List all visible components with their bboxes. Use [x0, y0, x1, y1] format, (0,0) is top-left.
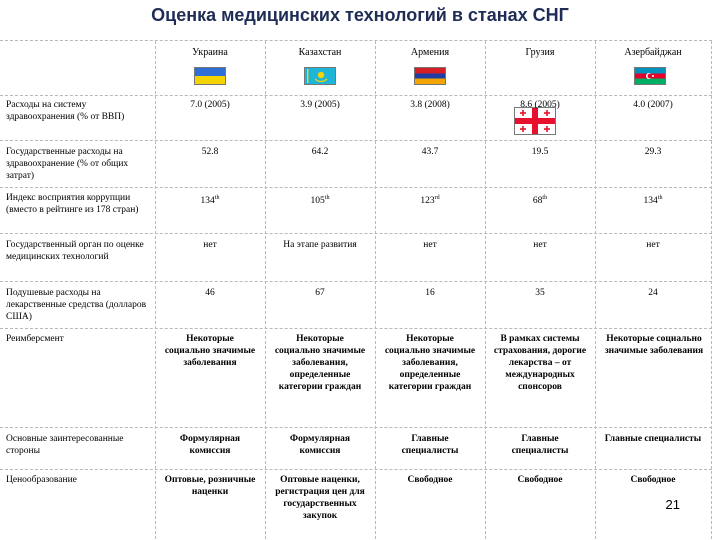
table-cell: Оптовые, розничные наценки [164, 475, 256, 497]
row-label: Ценообразование [6, 475, 77, 485]
grid-line [0, 469, 712, 470]
grid-line [595, 41, 596, 539]
table-cell: Свободное [630, 475, 676, 485]
table-cell: 68th [532, 195, 548, 207]
armenia-flag-icon [414, 67, 446, 85]
row-label: Подушевые расходы на лекарственные средства (долларов США) [6, 288, 147, 322]
table-cell: нет [533, 240, 547, 250]
azerbaijan-flag-icon [634, 67, 666, 85]
table-cell: 134th [643, 195, 663, 207]
table-cell: 67 [315, 288, 325, 298]
table-cell: Некоторые социально значимые заболевания [164, 334, 256, 368]
table-cell: нет [423, 240, 437, 250]
table-cell: 46 [205, 288, 215, 298]
table-cell: 105th [310, 195, 330, 207]
grid-line [0, 95, 712, 96]
table-cell: Некоторые социально значимые заболевания, определенные категории граждан [274, 334, 366, 392]
table-cell: 123rd [420, 195, 440, 207]
table-cell: 3.9 (2005) [300, 100, 340, 110]
table-cell: 134th [200, 195, 220, 207]
header-kazakhstan: Казахстан [298, 47, 342, 58]
row-label: Индекс восприятия коррупции (вместо в рейтинге из 178 стран) [6, 193, 139, 215]
row-label: Расходы на систему здравоохранения (% от ВВП) [6, 100, 125, 122]
kazakhstan-flag-icon [304, 67, 336, 85]
table-cell: нет [203, 240, 217, 250]
table-cell: 19.5 [531, 147, 549, 157]
header-ukraine: Украина [192, 47, 228, 58]
table-cell: 16 [425, 288, 435, 298]
header-georgia: Грузия [525, 47, 555, 58]
table-cell: 29.3 [644, 147, 662, 157]
row-label: Государственный орган по оценке медицинских технологий [6, 240, 144, 262]
table-cell: Свободное [407, 475, 453, 485]
table-cell: Некоторые социально значимые заболевания [604, 334, 704, 356]
table-cell: 64.2 [311, 147, 329, 157]
table-cell: 52.8 [201, 147, 219, 157]
grid-line [0, 427, 712, 428]
table-cell: Свободное [517, 475, 563, 485]
grid-line [0, 281, 712, 282]
page-title: Оценка медицинских технологий в станах СНГ [151, 5, 569, 25]
row-label: Основные заинтересованные стороны [6, 434, 124, 456]
table-cell: Главные специалисты [511, 434, 569, 456]
header-armenia: Армения [410, 47, 450, 58]
grid-line [0, 328, 712, 329]
table-cell: 35 [535, 288, 545, 298]
table-cell: 43.7 [421, 147, 439, 157]
grid-line [711, 41, 712, 539]
table-cell: 8.6 (2005) [520, 100, 560, 110]
ukraine-flag-icon [194, 67, 226, 85]
table-cell: Главные специалисты [401, 434, 459, 456]
table-cell: Формулярная комиссия [179, 434, 241, 456]
grid-line [0, 140, 712, 141]
row-label: Реимберсмент [6, 334, 64, 344]
table-cell: Оптовые наценки, регистрация цен для государственных закупок [275, 475, 365, 521]
table-cell: нет [646, 240, 660, 250]
table-cell: 3.8 (2008) [410, 100, 450, 110]
grid-line [0, 187, 712, 188]
table-cell: Главные специалисты [604, 434, 702, 444]
table-cell: Некоторые социально значимые заболевания, определенные категории граждан [384, 334, 476, 392]
grid-line [485, 41, 486, 539]
row-label: Государственные расходы на здравоохранение (% от общих затрат) [6, 147, 129, 181]
table-cell: 4.0 (2007) [633, 100, 673, 110]
table-cell: 24 [648, 288, 658, 298]
table-cell: 7.0 (2005) [190, 100, 230, 110]
grid-line [265, 41, 266, 539]
page-number: 21 [665, 497, 680, 512]
header-azerbaijan: Азербайджан [624, 47, 682, 58]
grid-line [375, 41, 376, 539]
table-cell: В рамках системы страхования, дорогие лекарства – от международных спонсоров [493, 334, 587, 392]
table-cell: На этапе развития [283, 240, 357, 250]
table-cell: Формулярная комиссия [289, 434, 351, 456]
grid-line [0, 233, 712, 234]
grid-line [155, 41, 156, 539]
georgia-flag-icon [514, 107, 556, 135]
